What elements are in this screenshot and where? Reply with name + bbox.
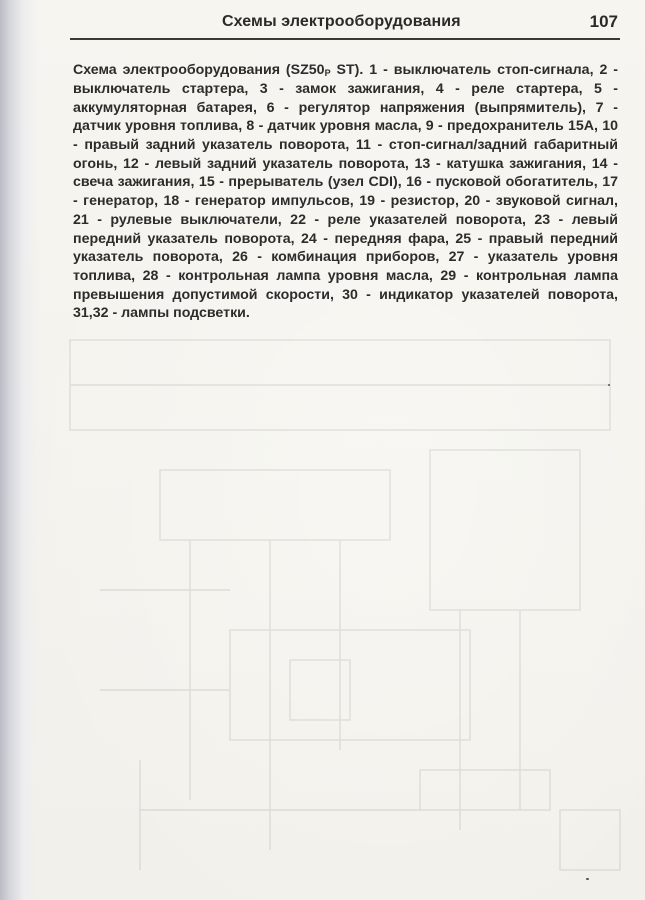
section-title: Схемы электрооборудования — [222, 13, 461, 30]
page-gutter-shadow — [0, 0, 40, 900]
print-speck — [586, 878, 589, 880]
bleed-through-diagram — [40, 330, 640, 890]
page-number: 107 — [589, 12, 618, 31]
caption-legend: ST). 1 - выключатель стоп-сигнала, 2 - выключатель стартера, 3 - замок зажигания, 4 - реле стартера, 5 - аккумуляторная батарея, 6 - регулятор напряжения (выпрямитель), 7 - датчик уровня топлива, 8 - датчик уровня масла, 9 - предохранитель 15А, 10 - правый задний указатель поворота, 11 - стоп-сигнал/задний габаритный огонь, 12 - левый задний указатель поворота, 13 - катушка зажигания, 14 - свеча зажигания, 15 - прерыватель (узел CDI), 16 - пусковой обогатитель, 17 - генератор, 18 - генератор импульсов, 19 - резистор, 20 - звуковой сигнал, 21 - рулевые выключатели, 22 - реле указателей поворота, 23 - левый передний указатель поворота, 24 - передняя фара, 25 - правый передний указатель поворота, 26 - комбинация приборов, 27 - указатель уровня топлива, 28 - контрольная лампа уровня масла, 29 - контрольная лампа превышения допустимой скорости, 30 - индикатор указателей поворота, 31,32 - лампы подсветки. — [73, 62, 618, 322]
running-header — [70, 10, 620, 40]
caption-lead: Схема электрооборудования (SZ50 — [73, 62, 325, 79]
caption-subscript: P — [324, 68, 331, 79]
print-speck — [608, 384, 610, 386]
figure-caption — [73, 61, 618, 323]
